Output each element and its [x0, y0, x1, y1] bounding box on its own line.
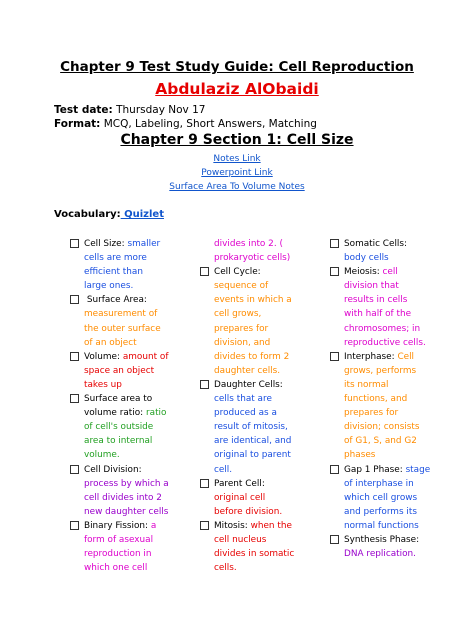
checkbox[interactable]	[330, 267, 339, 276]
format-line	[54, 118, 317, 130]
vocab-item-cell-division: Cell Division: process by which a cell divides into 2 new daughter cells	[70, 463, 200, 519]
surface-area-notes-link[interactable]: Surface Area To Volume Notes	[169, 182, 305, 192]
vocab-item-surface-area: Surface Area: measurement of the outer surface of an object	[70, 293, 200, 349]
test-date-line	[54, 104, 205, 116]
checkbox[interactable]	[70, 352, 79, 361]
vocab-column-3	[330, 237, 470, 561]
vocab-item-mitosis: Mitosis: when the cell nucleus divides in somatic cells.	[200, 519, 330, 575]
checkbox[interactable]	[70, 394, 79, 403]
checkbox[interactable]	[70, 465, 79, 474]
checkbox[interactable]	[330, 239, 339, 248]
vocab-column-1	[70, 237, 200, 575]
test-date-value: Thursday Nov 17	[112, 104, 206, 116]
vocab-item-parent-cell: Parent Cell: original cell before division.	[200, 477, 330, 519]
test-date-label: Test date:	[54, 104, 113, 116]
page-title: Chapter 9 Test Study Guide: Cell Reproduction	[60, 59, 414, 75]
author-name: Abdulaziz AlObaidi	[155, 80, 319, 98]
vocab-item-interphase: Interphase: Cell grows, performs its normal functions, and prepares for division; consists of G1, S, and G2 phases	[330, 350, 470, 463]
vocab-item-daughter-cells: Daughter Cells: cells that are produced as a result of mitosis, are identical, and original to parent cell.	[200, 378, 330, 477]
vocab-item-binary-fission: Binary Fission: a form of asexual reproduction in which one cell	[70, 519, 200, 575]
vocab-item-cell-size: Cell Size: smaller cells are more efficient than large ones.	[70, 237, 200, 293]
vocab-item-cell-cycle: Cell Cycle: sequence of events in which a cell grows, prepares for division, and divides to form 2 daughter cells.	[200, 265, 330, 378]
vocab-item-sa-volume-ratio: Surface area to volume ratio: ratio of cell's outside area to internal volume.	[70, 392, 200, 462]
section-title: Chapter 9 Section 1: Cell Size	[120, 132, 354, 148]
format-label: Format:	[54, 118, 101, 130]
checkbox[interactable]	[70, 295, 79, 304]
quizlet-link[interactable]: Quizlet	[120, 209, 164, 220]
checkbox[interactable]	[200, 380, 209, 389]
notes-link[interactable]: Notes Link	[213, 154, 261, 164]
checkbox[interactable]	[70, 239, 79, 248]
format-value: MCQ, Labeling, Short Answers, Matching	[100, 118, 317, 130]
vocabulary-label: Vocabulary:	[54, 209, 121, 220]
checkbox[interactable]	[70, 521, 79, 530]
vocab-item-meiosis: Meiosis: cell division that results in cells with half of the chromosomes; in reproductive cells.	[330, 265, 470, 350]
powerpoint-link[interactable]: Powerpoint Link	[201, 168, 273, 178]
checkbox[interactable]	[330, 352, 339, 361]
checkbox[interactable]	[200, 479, 209, 488]
vocab-item-binary-fission-cont: divides into 2. ( prokaryotic cells)	[214, 239, 291, 264]
vocab-item-synthesis-phase: Synthesis Phase: DNA replication.	[330, 533, 470, 561]
vocab-column-2	[200, 237, 330, 575]
checkbox[interactable]	[330, 465, 339, 474]
vocab-item-gap1-phase: Gap 1 Phase: stage of interphase in which cell grows and performs its normal functions	[330, 463, 470, 533]
checkbox[interactable]	[200, 267, 209, 276]
vocab-item-somatic-cells: Somatic Cells: body cells	[330, 237, 470, 265]
checkbox[interactable]	[330, 535, 339, 544]
checkbox[interactable]	[200, 521, 209, 530]
vocab-item-volume: Volume: amount of space an object takes up	[70, 350, 200, 392]
vocabulary-line	[54, 209, 164, 220]
